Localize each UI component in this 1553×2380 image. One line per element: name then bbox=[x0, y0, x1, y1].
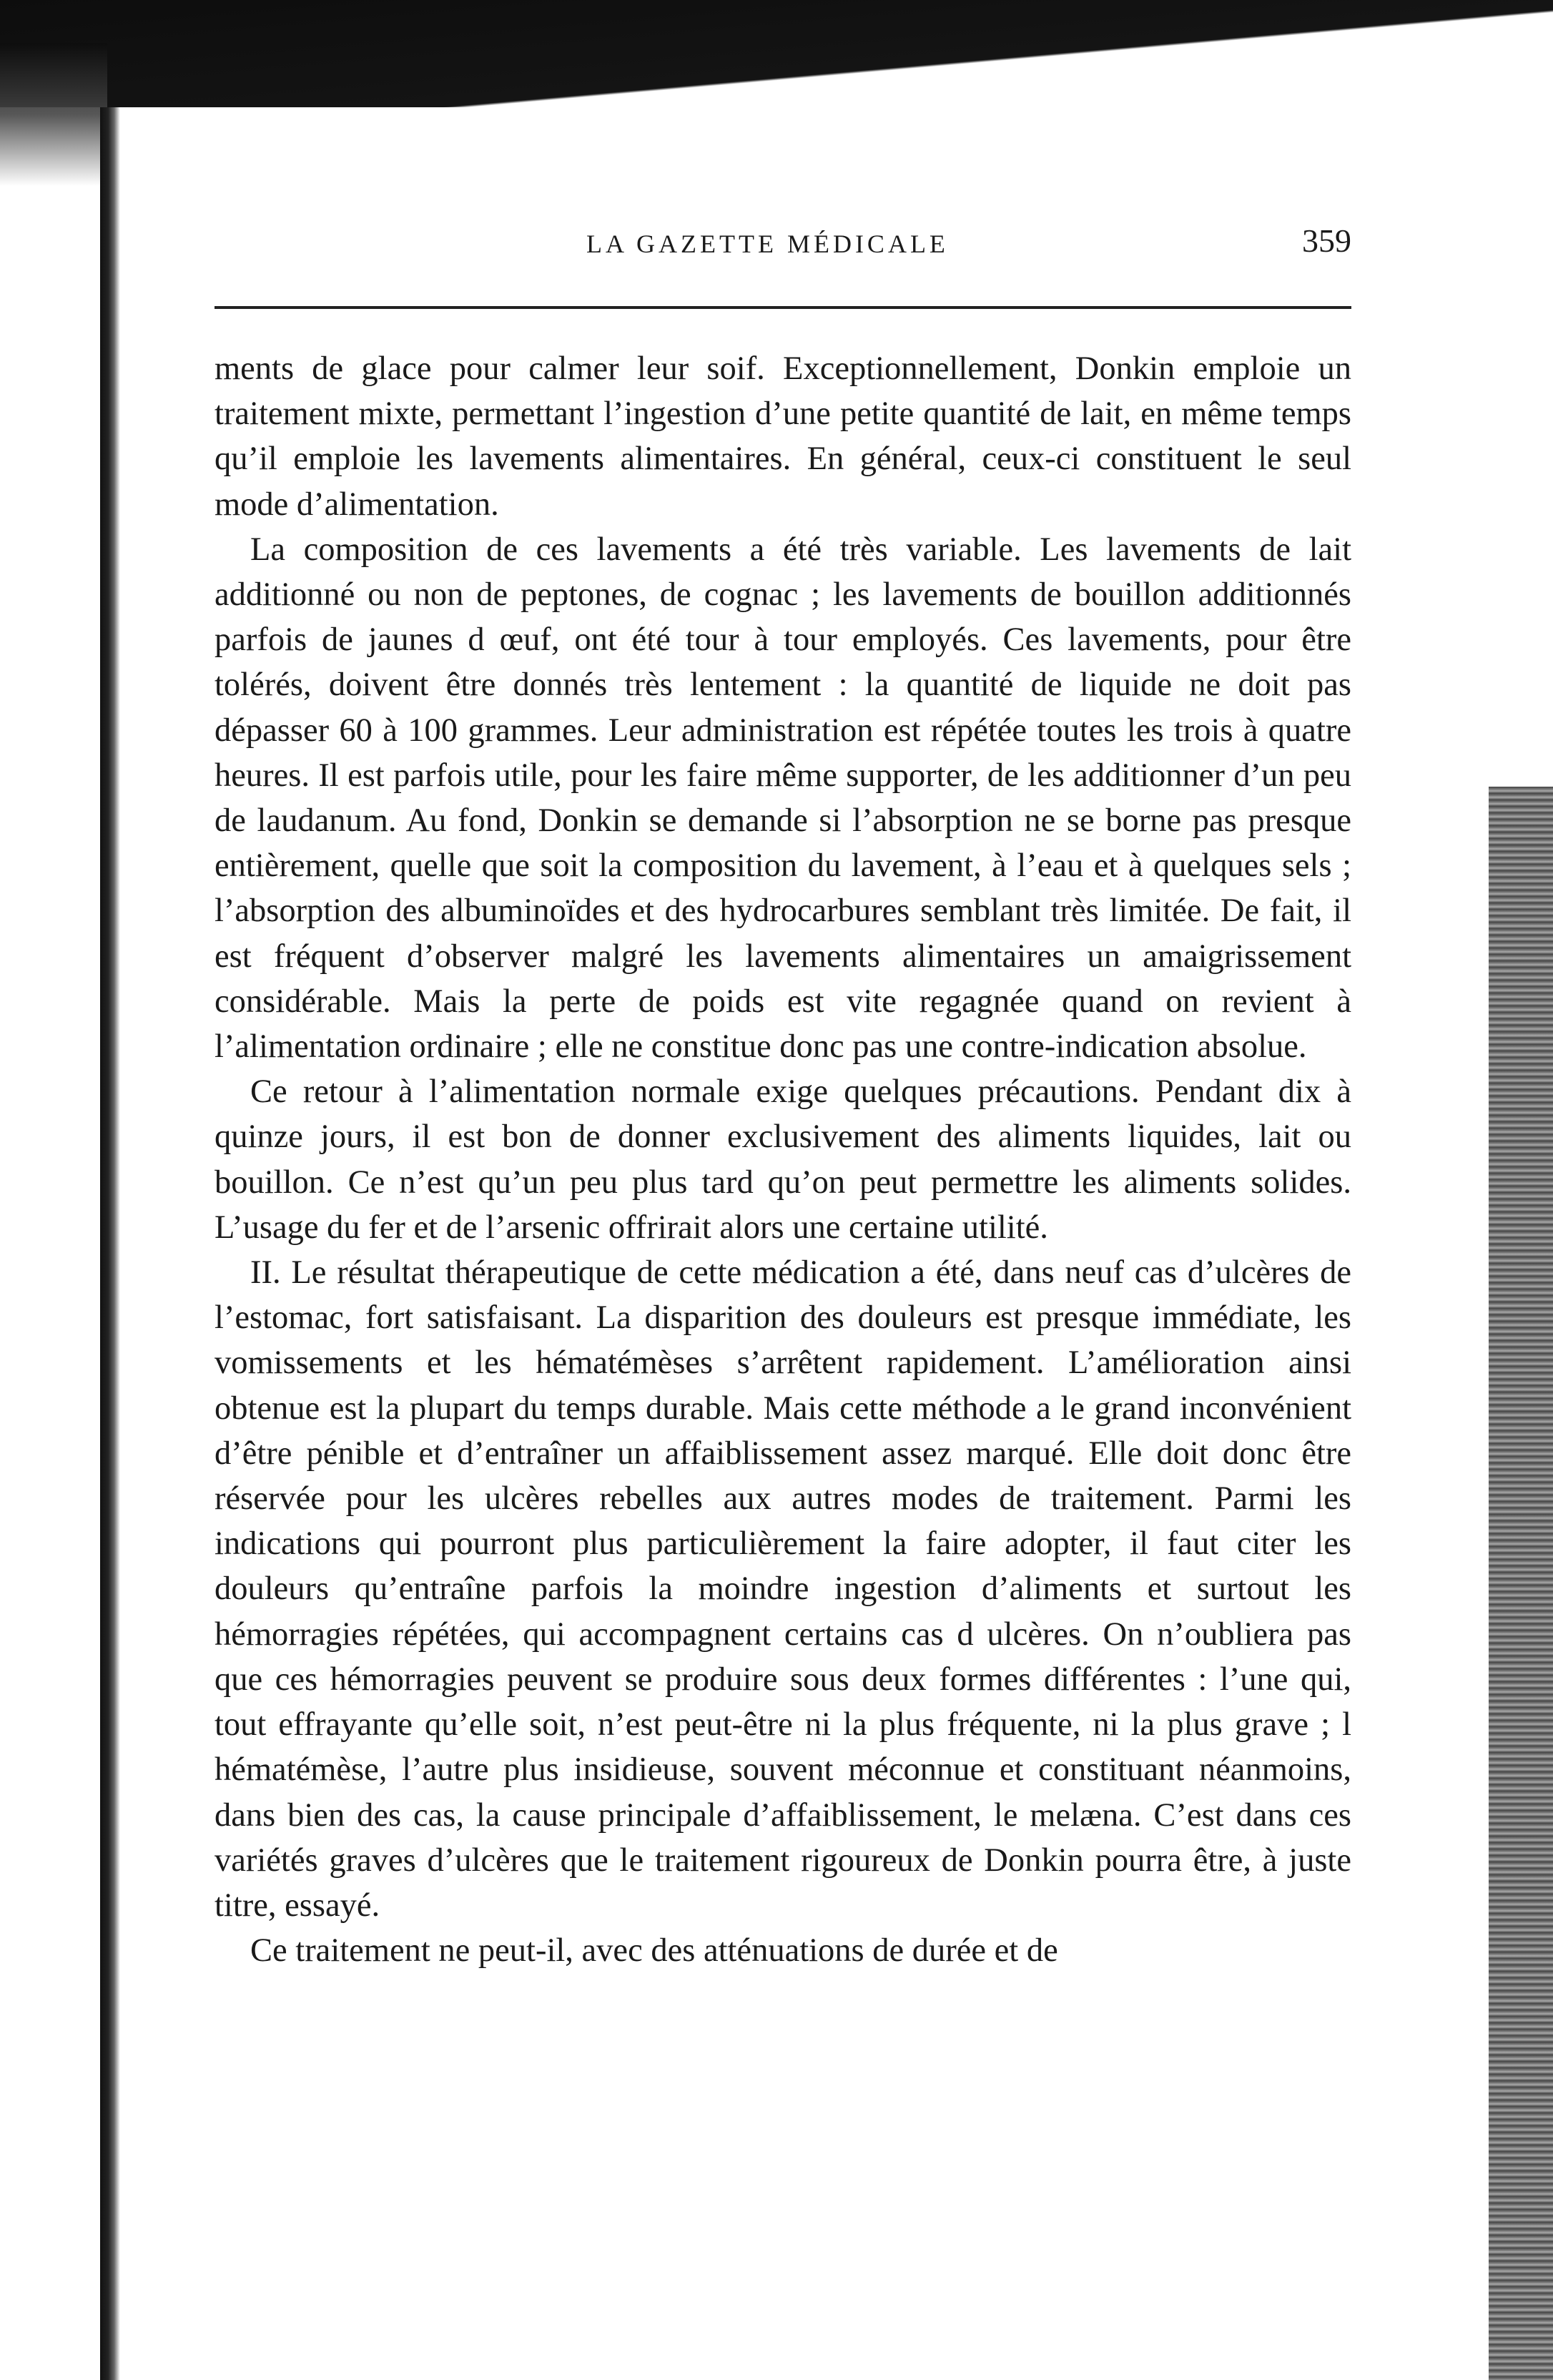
page bbox=[215, 215, 1351, 1973]
scan-right-page-edge bbox=[1489, 787, 1553, 2380]
scan-left-binding-edge bbox=[100, 107, 120, 2380]
running-head bbox=[215, 215, 1351, 279]
scan-top-border bbox=[0, 0, 1553, 107]
paragraph-5: Ce traitement ne peut-il, avec des atténuations de durée et de bbox=[250, 1932, 1058, 1970]
header-rule bbox=[215, 306, 1351, 309]
paragraph-4: II. Le résultat thérapeutique de cette médication a été, dans neuf cas d’ulcères de l’estomac, fort satisfaisant. La disparition des douleurs est presque immédiate, les vomissements et les hématémèses s’arrêtent rapidement. L’amélioration ainsi obtenue est la plupart du temps durable. Mais cette méthode a le grand inconvénient d’être pénible et d’entraîner un affaiblissement assez marqué. Elle doit donc être réservée pour les ulcères rebelles aux autres modes de traitement. Parmi les indications qui pourront plus particulièrement la faire adopter, il faut citer les douleurs qu’entraîne parfois la moindre ingestion d’aliments et surtout les hémorragies répétées, qui accompagnent certains cas d ulcères. On n’oubliera pas que ces hémorragies peuvent se produire sous deux formes différentes : l’une qui, tout effrayante qu’elle soit, n’est peut-être ni la plus fréquente, ni la plus grave ; l hématémèse, l’autre plus insidieuse, souvent méconnue et constituant néanmoins, dans bien des cas, la cause principale d’affaiblissement, le melæna. C’est dans ces variétés graves d’ulcères que le traitement rigoureux de Donkin pourra être, à juste titre, essayé. bbox=[215, 1254, 1351, 1924]
paragraph-2: La composition de ces lavements a été très variable. Les lavements de lait additionné ou non de peptones, de cognac ; les lavements de bouillon additionnés parfois de jaunes d œuf, ont été tour à tour employés. Ces lavements, pour être tolérés, doivent être donnés très lentement : la quantité de liquide ne doit pas dépasser 60 à 100 grammes. Leur administration est répétée toutes les trois à quatre heures. Il est parfois utile, pour les faire même supporter, de les additionner d’un peu de laudanum. Au fond, Donkin se demande si l’absorption ne se borne pas presque entièrement, quelle que soit la composition du lavement, à l’eau et à quelques sels ; l’absorption des albuminoïdes et des hydrocarbures semblant très limitée. De fait, il est fréquent d’observer malgré les lavements alimentaires un amaigrissement considérable. Mais la perte de poids est vite regagnée quand on revient à l’alimentation ordinaire ; elle ne constitue donc pas une contre-indication absolue. bbox=[215, 531, 1351, 1066]
page-number: 359 bbox=[1302, 222, 1351, 259]
body-text bbox=[215, 346, 1351, 1973]
paragraph-1: ments de glace pour calmer leur soif. Exceptionnellement, Donkin emploie un traitement mixte, permettant l’ingestion d’une petite quantité de lait, en même temps qu’il emploie les lavements alimentaires. En général, ceux-ci constituent le seul mode d’alimentation. bbox=[215, 350, 1351, 523]
paragraph-3: Ce retour à l’alimentation normale exige quelques précautions. Pendant dix à quinze jours, il est bon de donner exclusivement des aliments liquides, lait ou bouillon. Ce n’est qu’un peu plus tard qu’on peut permettre les aliments solides. L’usage du fer et de l’arsenic offrirait alors une certaine utilité. bbox=[215, 1073, 1351, 1246]
running-title: LA GAZETTE MÉDICALE bbox=[586, 230, 949, 258]
scan-left-corner-shadow bbox=[0, 43, 107, 186]
